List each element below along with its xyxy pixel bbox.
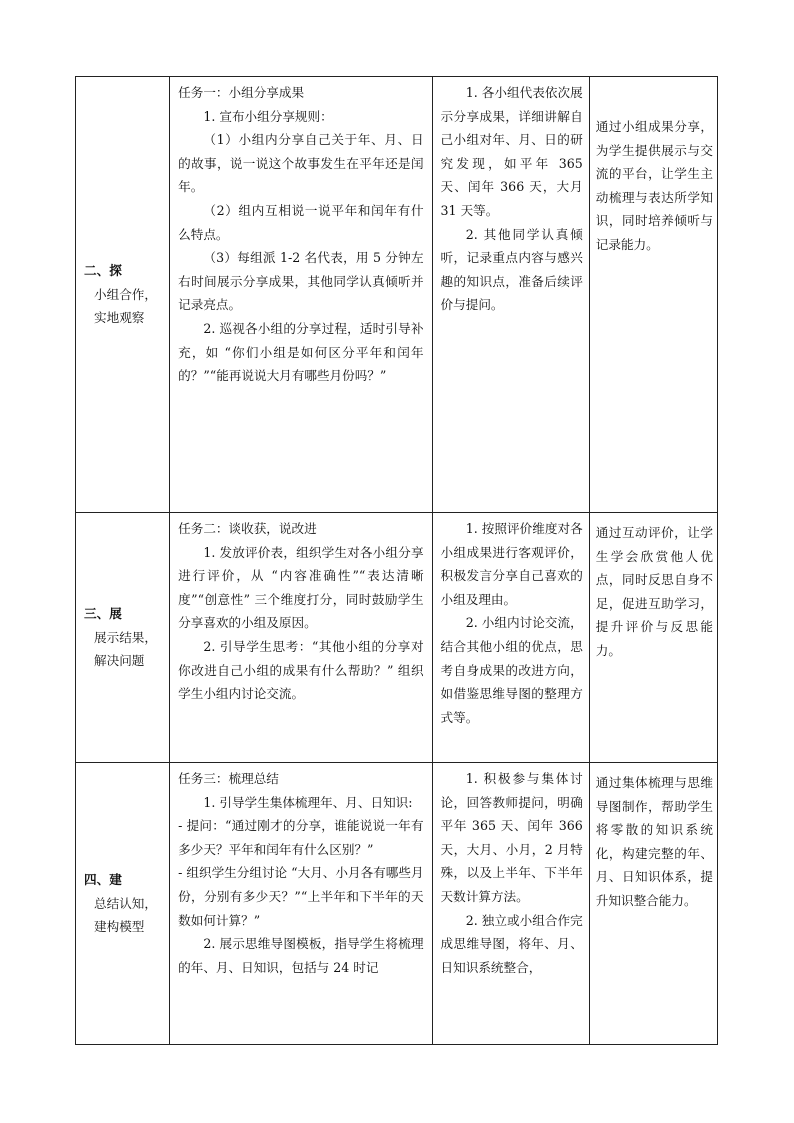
design-text: 通过集体梳理与思维导图制作，帮助学生将零散的知识系统化，构建完整的年、月、日知识体系，提升知识整合能力。 [595,775,713,908]
paragraph: - 组织学生分组讨论 “大月、小月各有哪些月份，分别有多少天？”“上半年和下半年的天数如何计算？” [178,865,424,928]
lesson-plan-table [75,76,718,1045]
stage-cell [76,513,170,763]
paragraph: （1）小组内分享自己关于年、月、日的故事，说一说这个故事发生在平年还是闰年。 [178,132,424,195]
table-row [76,513,718,763]
paragraph: 2. 独立或小组合作完成思维导图，将年、月、日知识系统整合， [440,912,583,975]
design-text: 通过互动评价，让学生学会欣赏他人优点，同时反思自身不足，促进互助学习，提升评价与反思能力。 [595,525,713,658]
task-title: 任务二：谈收获，说改进 [178,521,317,536]
stage-title: 三、展 [84,606,122,622]
teacher-activity-cell [170,77,432,513]
student-activity-cell [432,77,589,513]
stage-subtitle: 建构模型 [94,919,145,935]
stage-subtitle: 解决问题 [94,653,145,669]
paragraph: - 提问：“通过刚才的分享，谁能说说一年有多少天？平年和闰年有什么区别？” [178,818,424,857]
paragraph: 1. 各小组代表依次展示分享成果，详细讲解自己小组对年、月、日的研究发现，如平年 365 天、闰年 366 天，大月 31 天等。 [440,85,583,218]
task-title: 任务一：小组分享成果 [178,85,305,100]
paragraph: 1. 按照评价维度对各小组成果进行客观评价，积极发言分享自己喜欢的小组及理由。 [440,521,583,607]
paragraph: 2. 小组内讨论交流，结合其他小组的优点，思考自身成果的改进方向，如借鉴思维导图的整理方式等。 [440,615,583,725]
paragraph: 1. 宣布小组分享规则： [203,108,333,124]
paragraph: 2. 引导学生思考：“其他小组的分享对你改进自己小组的成果有什么帮助？” 组织学生小组内讨论交流。 [178,638,424,702]
paragraph: （3）每组派 1-2 名代表，用 5 分钟左右时间展示分享成果，其他同学认真倾听并记录亮点。 [178,250,424,313]
design-intent-cell [589,513,717,763]
stage-cell [76,763,170,1045]
design-text: 通过小组成果分享，为学生提供展示与交流的平台，让学生主动梳理与表达所学知识，同时培养倾听与记录能力。 [595,119,713,252]
table-row [76,763,718,1045]
stage-subtitle: 展示结果， [94,629,157,645]
stage-subtitle: 小组合作， [94,286,157,302]
paragraph: 1. 引导学生集体梳理年、月、日知识: [203,794,413,810]
paragraph: 1. 积极参与集体讨论，回答教师提问，明确平年 365 天、闰年 366 天，大月、小月，2 月特殊，以及上半年、下半年天数计算方法。 [440,771,583,904]
student-activity-cell [432,763,589,1045]
paragraph: 2. 展示思维导图模板，指导学生将梳理的年、月、日知识，包括与 24 时记 [178,936,424,975]
task-title: 任务三：梳理总结 [178,771,279,786]
stage-subtitle: 总结认知， [94,895,157,911]
design-intent-cell [589,763,717,1045]
stage-subtitle: 实地观察 [94,310,145,326]
stage-title: 四、建 [84,872,122,888]
teacher-activity-cell [170,763,432,1045]
student-activity-cell [432,513,589,763]
paragraph: 2. 巡视各小组的分享过程，适时引导补充，如 “你们小组是如何区分平年和闰年的？”“能再说说大月有哪些月份吗？” [178,320,424,384]
stage-title: 二、探 [84,263,122,279]
stage-cell [76,77,170,513]
paragraph: 1. 发放评价表，组织学生对各小组分享进行评价，从 “内容准确性”“表达清晰度”“创意性” 三个维度打分，同时鼓励学生分享喜欢的小组及原因。 [178,544,424,631]
paragraph: 2. 其他同学认真倾听，记录重点内容与感兴趣的知识点，准备后续评价与提问。 [440,226,583,313]
paragraph: （2）组内互相说一说平年和闰年有什么特点。 [178,202,424,242]
teacher-activity-cell [170,513,432,763]
table-row [76,77,718,513]
design-intent-cell [589,77,717,513]
